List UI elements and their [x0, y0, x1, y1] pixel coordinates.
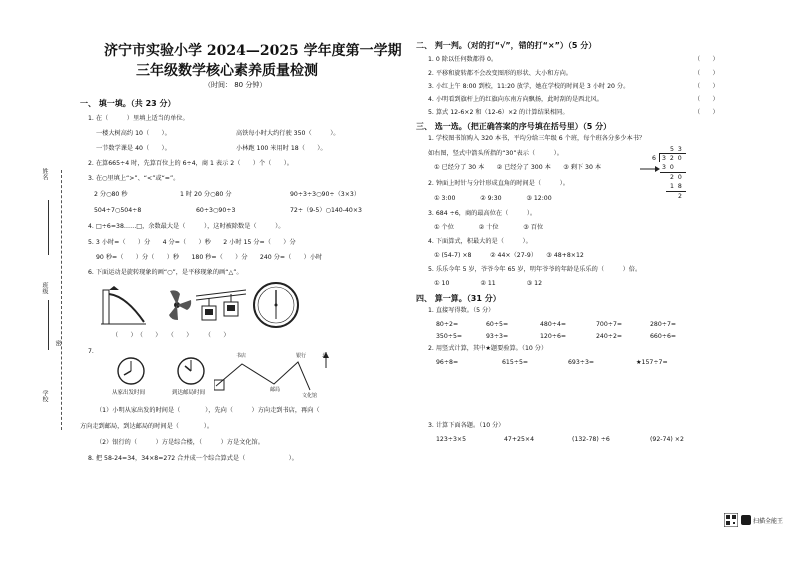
calc-r2-5: 660÷6= [650, 333, 677, 340]
q1-1a: 一楼大树高约 10（ ）。 [96, 130, 171, 137]
judge-blank-5[interactable]: （ ） [694, 109, 719, 116]
calc-r1-2: 60÷5= [486, 321, 509, 328]
choice-q1b: 如右图，竖式中箭头所指的“30”表示（ ）。 [428, 150, 563, 157]
calc-r4-4: (92-74) ×2 [650, 436, 684, 443]
map-post: 邮局 [270, 387, 281, 393]
choice-q3: 3. 684 ÷6，商的最高位在（ ）。 [428, 210, 537, 217]
division-quotient: 5 3 [670, 146, 683, 153]
division-step2: 2 0 [670, 174, 683, 181]
judge-item-2: 2. 平移和旋转都不会改变图形的形状、大小和方向。 [428, 70, 572, 77]
choice-q2-options: ① 3:00 ② 9:30 ③ 12:00 [434, 195, 552, 202]
division-dividend: 3 2 0 [662, 155, 683, 162]
calc-r3-4: ★157÷7= [636, 359, 668, 366]
division-line-2 [666, 191, 686, 192]
map-north: 北 [322, 353, 328, 359]
calc-r2-2: 93÷3= [486, 333, 509, 340]
judge-item-5: 5. 算式 12-6×2 和（12-6）×2 的计算结果相同。 [428, 109, 569, 116]
name-underline [48, 200, 49, 255]
fan-picture [160, 288, 194, 322]
q1-3r2a: 504÷7○504÷8 [94, 207, 142, 214]
judge-blank-3[interactable]: （ ） [694, 83, 719, 90]
binding-line [61, 170, 62, 430]
q1-8: 8. 把 58-24=34，34×8=272 合并成一个综合算式是（ ）。 [88, 455, 298, 462]
map-bookstore: 书店 [236, 353, 247, 359]
division-step1: 3 0 [662, 164, 675, 171]
arrival-caption: 到达邮局时间 [172, 390, 206, 396]
qr-code-icon [724, 513, 738, 527]
q1-7b: （2）银行的（ ）方是综合楼，（ ）方是文化馆。 [96, 439, 264, 446]
choice-q5: 5. 乐乐今年 5 岁，爷爷今年 65 岁，明年爷爷的年龄是乐乐的（ ）倍。 [428, 266, 642, 273]
q1-3r2b: 60÷3○90÷3 [196, 207, 236, 214]
division-divisor: 6 [652, 155, 656, 162]
division-bar [660, 153, 686, 154]
calc-r3-3: 693÷3= [568, 359, 595, 366]
cable-car-picture [196, 288, 246, 328]
q1-5b: 90 秒=（ ）分（ ）秒 180 秒=（ ）分 240 分=（ ）小时 [96, 254, 323, 261]
calc-r4-3: (132-78) ÷6 [572, 436, 610, 443]
judge-blank-2[interactable]: （ ） [694, 70, 719, 77]
page-subtitle: 三年级数学核心素养质量检测 [136, 63, 318, 79]
section-2-heading: 二、 判一判。（对的打“√”，错的打“×”）（5 分） [416, 41, 597, 50]
scanner-logo-icon [741, 515, 751, 525]
map-bank: 银行 [296, 353, 307, 359]
q6-answer-blanks[interactable]: （ ） （ ） （ ） （ ） [112, 332, 230, 339]
q1-7a: （1）小明从家出发的时间是（ ），先向（ ）方向走到书店，再向（ [96, 407, 320, 414]
calc-r2-1: 350÷5= [436, 333, 463, 340]
section-3-heading: 三、 选一选。（把正确答案的序号填在括号里）（5 分） [416, 122, 612, 131]
page-title: 济宁市实验小学 2024—2025 学年度第一学期 [104, 43, 402, 59]
choice-q1-options: ① 已经分了 30 本 ② 已经分了 300 本 ③ 剩下 30 本 [434, 164, 602, 171]
choice-q4-options: ① (54-7) ×8 ② 44×（27-9） ③ 48+8×12 [434, 252, 584, 259]
q1-3r1c: 90÷3÷3○90÷（3×3） [290, 191, 361, 198]
calc-r4-2: 47+25×4 [504, 436, 535, 443]
calc-r4-1: 123÷3×5 [436, 436, 467, 443]
departure-caption: 从家出发时间 [112, 390, 146, 396]
departure-clock-icon [116, 356, 146, 386]
school-label: 学校 [41, 390, 48, 402]
judge-blank-4[interactable]: （ ） [694, 96, 719, 103]
calc-r2-4: 240÷2= [596, 333, 623, 340]
judge-item-4: 4. 小明看到旗杆上的红旗向东南方向飘扬，此时刮的是西北风。 [428, 96, 603, 103]
section-1-heading: 一、 填一填。（共 23 分） [80, 99, 176, 108]
calc-r1-1: 80÷2= [436, 321, 459, 328]
scanner-watermark: 扫描全能王 [753, 518, 784, 525]
q1-3r1a: 2 分○80 秒 [94, 191, 128, 198]
choice-q3-options: ① 个位 ② 十位 ③ 百位 [434, 224, 544, 231]
judge-blank-1[interactable]: （ ） [694, 56, 719, 63]
slide-picture [98, 286, 148, 326]
choice-q5-options: ① 10 ② 11 ③ 12 [434, 280, 543, 287]
class-underline [48, 300, 49, 350]
division-line-1 [660, 172, 686, 173]
arrival-clock-icon [176, 356, 206, 386]
q1-1b: 高铁每小时大约行驶 350（ ）。 [236, 130, 340, 137]
map-culture: 文化馆 [302, 393, 318, 399]
clock-picture [252, 281, 300, 329]
division-bracket [659, 153, 660, 162]
division-step3: 1 8 [670, 183, 683, 190]
calc-r3-1: 96÷8= [436, 359, 459, 366]
seal-label: 密 [54, 340, 61, 346]
q1-2: 2. 在算665÷4 时，先算百位上的 6÷4，商 1 表示 2（ ）个（ ）。 [88, 160, 293, 167]
calc-q2: 2. 用竖式计算，其中★题要验算。（10 分） [428, 345, 548, 352]
calc-r1-4: 700÷7= [596, 321, 623, 328]
division-remainder: 2 [678, 193, 682, 200]
choice-q2: 2. 钟面上时针与分针形成直角的时间是（ ）。 [428, 180, 569, 187]
q1-1d: 小林跑 100 米用时 18（ ）。 [236, 145, 327, 152]
exam-time: （时间： 80 分钟） [204, 81, 267, 89]
section-4-heading: 四、 算一算。（31 分） [416, 294, 501, 303]
q1-3r1b: 1 时 20 分○80 分 [180, 191, 232, 198]
choice-q1: 1. 学校图书馆购入 320 本书，平均分给三年级 6 个班，每个班各分多少本书？ [428, 135, 646, 142]
q1-7: 7. [88, 348, 94, 355]
q1-6: 6. 下面运动是旋转现象的画“○”，是平移现象的画“△”。 [88, 269, 243, 276]
calc-q3: 3. 计算下面各题。（10 分） [428, 422, 505, 429]
choice-q4: 4. 下面算式，积最大的是（ ）。 [428, 238, 532, 245]
name-label: 姓名 [41, 168, 48, 180]
judge-item-1: 1. 0 除以任何数都得 0。 [428, 56, 498, 63]
calc-r1-3: 480÷4= [540, 321, 567, 328]
q1-1: 1. 在（ ）里填上适当的单位。 [88, 115, 189, 122]
judge-item-3: 3. 小红上午 8:00 到校，11:20 放学，她在学校的时间是 3 小时 20 分。 [428, 83, 630, 90]
calc-q1: 1. 直接写得数。（5 分） [428, 307, 495, 314]
q1-1c: 一节数学课是 40（ ）。 [96, 145, 171, 152]
q1-5: 5. 3 小时=（ ）分 4 分=（ ）秒 2 小时 15 分=（ ）分 [88, 239, 296, 246]
calc-r3-2: 615÷5= [502, 359, 529, 366]
class-label: 班级 [41, 282, 48, 294]
q1-3: 3. 在○里填上“>”、“<”或“=”。 [88, 175, 180, 182]
q1-3r2c: 72÷（9-5）○140-40×3 [290, 207, 362, 214]
calc-r1-5: 280÷7= [650, 321, 677, 328]
q1-7a2: 方向走到邮局，到达邮局的时间是（ ）。 [80, 423, 214, 430]
arrow-icon [640, 166, 660, 172]
q1-4: 4. □÷6=38……□，余数最大是（ ），这时被除数是（ ）。 [88, 223, 285, 230]
calc-r2-3: 120÷6= [540, 333, 567, 340]
